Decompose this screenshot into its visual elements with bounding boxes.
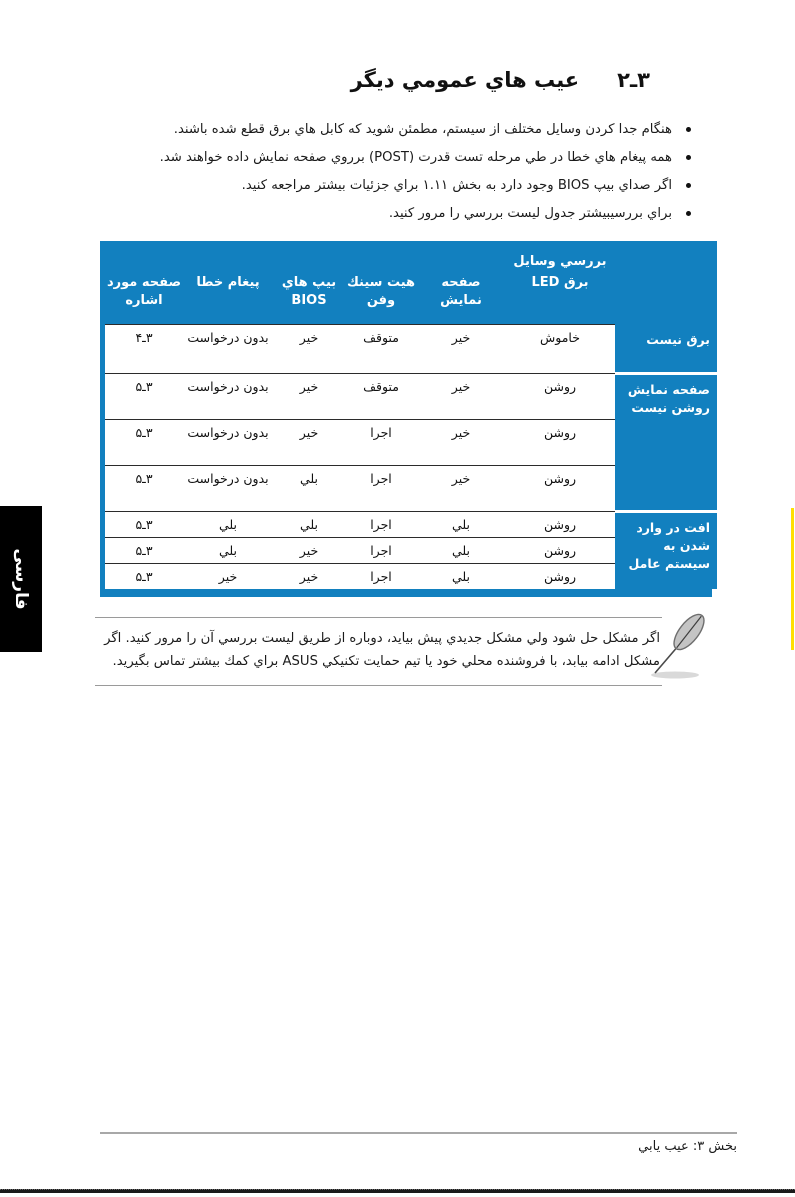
group-header-cell: بررسي وسايل (505, 241, 615, 271)
table-cell: ۳ـ۵ (105, 538, 183, 564)
bullet-marker (686, 155, 691, 160)
header-spacer-cell (615, 241, 717, 271)
category-header-cell (615, 271, 717, 325)
table-cell: بلي (183, 538, 273, 564)
column-header-cell (345, 271, 417, 325)
note-text: اگر مشكل حل شود ولي مشكل جديدي پيش بيايد، دوباره از طريق ليست بررسي آن را مرور كنيد. اگر مشكل ادامه بيابد، با فروشنده محلي خود يا تيم حمايت تكنيكي ASUS براي كمك بيشتر تماس بگيريد. (104, 631, 660, 669)
language-tab-label: فارسی (11, 548, 31, 610)
table-cell: خاموش (505, 325, 615, 374)
table-cell: بدون درخواست (183, 325, 273, 374)
table-cell: خير (417, 466, 505, 512)
column-header-line2: BIOS (291, 293, 327, 308)
bullet-text: هنگام جدا كردن وسايل مختلف از سيستم، مطمئن شويد كه كابل هاي برق قطع شده باشند. (173, 122, 672, 137)
column-header-line2: وفن (366, 293, 396, 308)
table-cell: خير (417, 374, 505, 420)
bullet-item (89, 176, 705, 195)
table-cell: خير (417, 325, 505, 374)
column-header-line1: برق LED (531, 275, 589, 290)
table-cell: روشن (505, 420, 615, 466)
table-cell: اجرا (345, 538, 417, 564)
table-cell: اجرا (345, 564, 417, 589)
column-header-line1: صفحه مورد (106, 275, 182, 290)
table-cell: روشن (505, 374, 615, 420)
bullet-text: براي بررسيبيشتر جدول ليست بررسي را مرور كنيد. (388, 206, 672, 221)
table-cell: بلي (183, 512, 273, 538)
table-cell: متوقف (345, 325, 417, 374)
table-cell: ۳ـ۵ (105, 374, 183, 420)
table-row (105, 374, 717, 420)
table-cell: ۳ـ۵ (105, 466, 183, 512)
table-row (105, 325, 717, 374)
table-header (105, 241, 717, 325)
section-heading (351, 68, 650, 92)
page-footer: بخش ۳: عيب يابي (638, 1139, 737, 1154)
table-cell: بلي (417, 512, 505, 538)
column-header-cell (417, 271, 505, 325)
table-cell: بلي (417, 564, 505, 589)
column-header-line2: نمايش (440, 293, 482, 308)
table-cell: خير (273, 420, 345, 466)
table-cell: خير (273, 538, 345, 564)
table-cell: روشن (505, 564, 615, 589)
header-spacer-cell (273, 241, 345, 271)
table-cell: روشن (505, 466, 615, 512)
table-cell: بلي (273, 512, 345, 538)
section-title: عيب هاي عمومي ديگر (350, 68, 580, 92)
table-cell: اجرا (345, 512, 417, 538)
table-cell: بدون درخواست (183, 420, 273, 466)
category-cell: برق نيست (615, 325, 717, 374)
bullet-text: همه پيغام هاي خطا در طي مرحله تست قدرت (POST) برروي صفحه نمايش داده خواهند شد. (159, 150, 672, 165)
troubleshooting-table-grid (105, 241, 717, 589)
category-cell: صفحه نمايش روشن نيست (615, 374, 717, 512)
table-group-header-row (105, 241, 717, 271)
bullet-item (89, 148, 705, 167)
table-cell: اجرا (345, 420, 417, 466)
table-column-header-row (105, 271, 717, 325)
bullet-text: اگر صداي بيپ BIOS وجود دارد به بخش ۱.۱۱ براي جزئيات بيشتر مراجعه كنيد. (241, 178, 672, 193)
note-section (95, 617, 662, 686)
table-cell: متوقف (345, 374, 417, 420)
table-cell: خير (273, 325, 345, 374)
table-cell: خير (273, 564, 345, 589)
troubleshooting-table (100, 241, 712, 597)
table-cell: بلي (417, 538, 505, 564)
header-spacer-cell (417, 241, 505, 271)
language-tab (0, 506, 42, 652)
table-cell: بدون درخواست (183, 374, 273, 420)
table-cell: خير (183, 564, 273, 589)
table-cell: اجرا (345, 466, 417, 512)
table-cell: خير (273, 374, 345, 420)
bullet-marker (686, 183, 691, 188)
bullet-marker (686, 211, 691, 216)
table-cell: ۳ـ۴ (105, 325, 183, 374)
table-cell: روشن (505, 512, 615, 538)
header-spacer-cell (183, 241, 273, 271)
header-spacer-cell (345, 241, 417, 271)
section-number: ۳ـ۲ (617, 68, 650, 92)
table-cell: روشن (505, 538, 615, 564)
column-header-cell (183, 271, 273, 325)
page-edge-mark (791, 508, 794, 650)
column-header-cell (105, 271, 183, 325)
table-cell: خير (417, 420, 505, 466)
category-cell: افت در وارد شدن به سيستم عامل (615, 512, 717, 589)
header-spacer-cell (105, 241, 183, 271)
bullet-list (89, 120, 705, 232)
table-cell: ۳ـ۵ (105, 420, 183, 466)
footer-divider (100, 1132, 737, 1134)
table-row (105, 512, 717, 538)
scan-edge-line (0, 1189, 795, 1193)
bullet-marker (686, 127, 691, 132)
table-cell: ۳ـ۵ (105, 512, 183, 538)
table-cell: بدون درخواست (183, 466, 273, 512)
column-header-line1: صفحه (441, 275, 481, 290)
column-header-cell (273, 271, 345, 325)
table-cell: ۳ـ۵ (105, 564, 183, 589)
bullet-item (89, 120, 705, 139)
column-header-line1: هيت سينك (346, 275, 416, 290)
table-body (105, 325, 717, 589)
quill-icon (645, 610, 717, 684)
column-header-cell (505, 271, 615, 325)
column-header-line1: پيغام خطا (196, 275, 260, 290)
table-cell: بلي (273, 466, 345, 512)
bullet-item (89, 204, 705, 223)
column-header-line2: اشاره (125, 293, 163, 308)
column-header-line1: بيپ هاي (281, 275, 337, 290)
